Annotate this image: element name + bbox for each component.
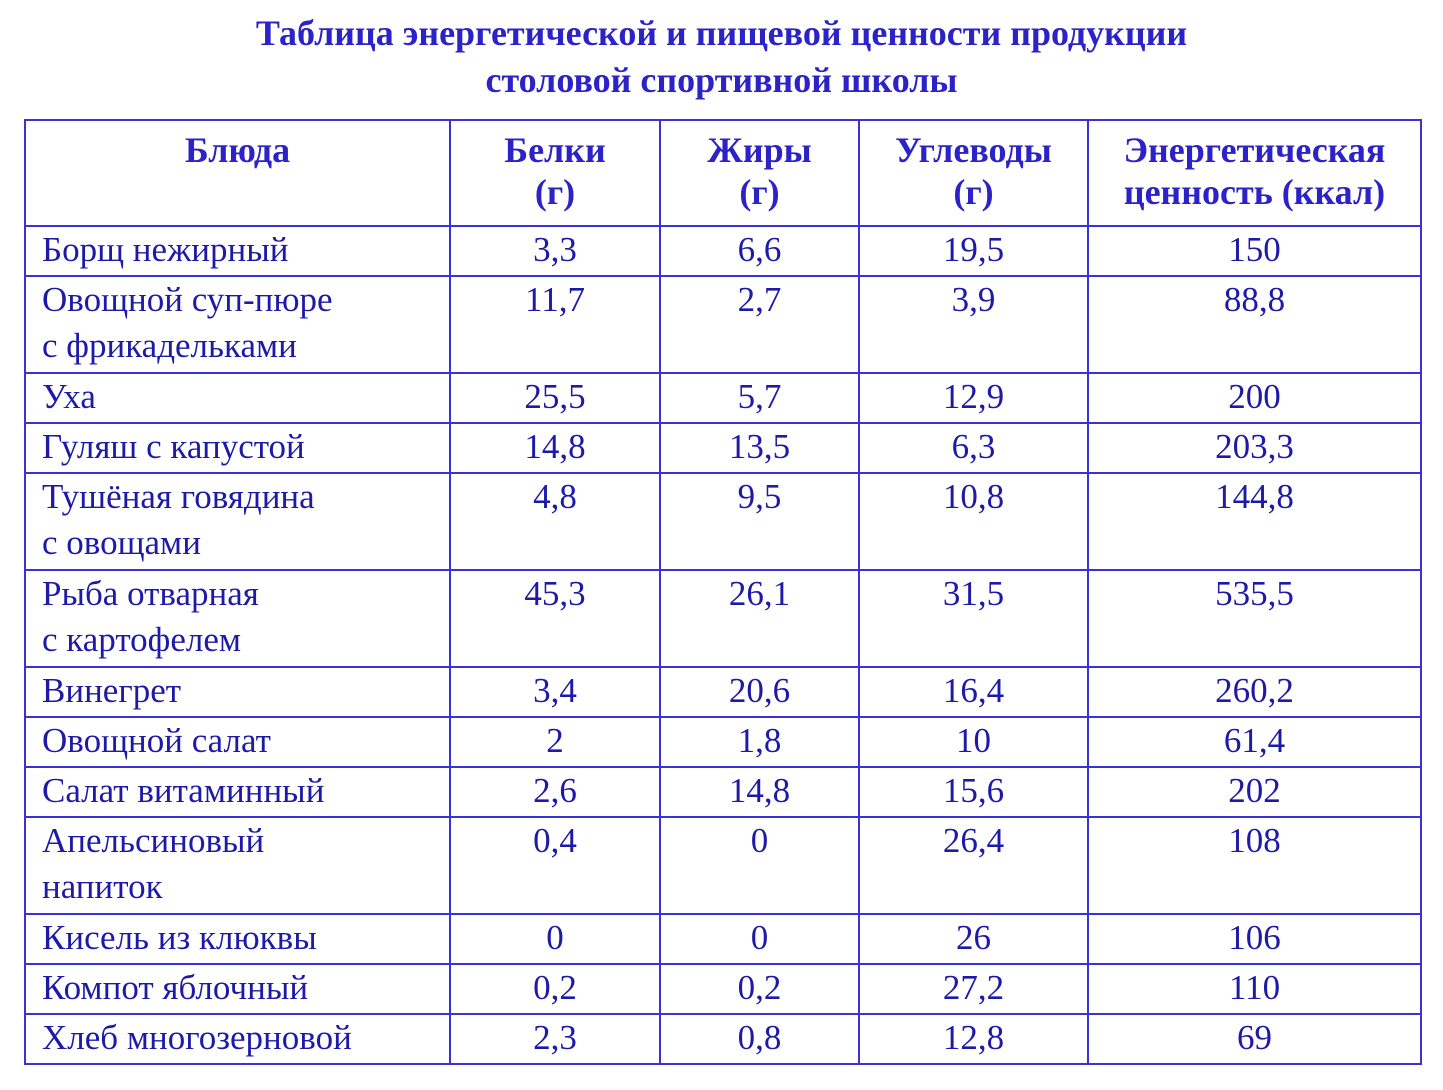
carbs-cell: 12,8 <box>859 1014 1088 1064</box>
protein-cell: 45,3 <box>450 570 660 667</box>
table-row <box>25 473 1421 570</box>
protein-cell: 25,5 <box>450 373 660 423</box>
header-fat: Жиры (г) <box>660 120 859 226</box>
fat-cell: 2,7 <box>660 276 859 373</box>
table-row <box>25 423 1421 473</box>
energy-cell: 106 <box>1088 914 1421 964</box>
carbs-cell: 3,9 <box>859 276 1088 373</box>
carbs-cell: 26 <box>859 914 1088 964</box>
dish-name-cell <box>25 964 450 1014</box>
table-row <box>25 717 1421 767</box>
header-protein: Белки (г) <box>450 120 660 226</box>
carbs-cell: 19,5 <box>859 226 1088 276</box>
carbs-cell: 6,3 <box>859 423 1088 473</box>
table-row <box>25 373 1421 423</box>
fat-cell: 1,8 <box>660 717 859 767</box>
energy-cell: 108 <box>1088 817 1421 914</box>
table-row <box>25 817 1421 914</box>
energy-cell: 150 <box>1088 226 1421 276</box>
energy-cell: 202 <box>1088 767 1421 817</box>
energy-cell: 88,8 <box>1088 276 1421 373</box>
dish-name-line: с овощами <box>42 523 201 562</box>
protein-cell: 2,3 <box>450 1014 660 1064</box>
table-row <box>25 914 1421 964</box>
table-row <box>25 767 1421 817</box>
dish-name-cell <box>25 1014 450 1064</box>
dish-name-cell <box>25 667 450 717</box>
header-row <box>25 120 1421 226</box>
table-body <box>25 226 1421 1064</box>
protein-cell: 11,7 <box>450 276 660 373</box>
energy-cell: 535,5 <box>1088 570 1421 667</box>
protein-cell: 0,2 <box>450 964 660 1014</box>
dish-name-cell <box>25 767 450 817</box>
dish-name-line: Уха <box>42 377 96 416</box>
title-line-2: столовой спортивной школы <box>485 60 958 100</box>
energy-cell: 144,8 <box>1088 473 1421 570</box>
header-carbs: Углеводы (г) <box>859 120 1088 226</box>
table-row <box>25 667 1421 717</box>
table-row <box>25 226 1421 276</box>
dish-name-line: Хлеб многозерновой <box>42 1018 352 1057</box>
dish-name-line: Апельсиновый <box>42 821 265 860</box>
table-row <box>25 964 1421 1014</box>
nutrition-table <box>24 119 1422 1065</box>
table-row <box>25 276 1421 373</box>
fat-cell: 9,5 <box>660 473 859 570</box>
fat-cell: 0 <box>660 914 859 964</box>
dish-name-line: Рыба отварная <box>42 574 259 613</box>
fat-cell: 20,6 <box>660 667 859 717</box>
fat-cell: 26,1 <box>660 570 859 667</box>
dish-name-cell <box>25 373 450 423</box>
energy-cell: 200 <box>1088 373 1421 423</box>
dish-name-cell <box>25 717 450 767</box>
dish-name-line: с фрикадельками <box>42 326 297 365</box>
carbs-cell: 15,6 <box>859 767 1088 817</box>
fat-cell: 6,6 <box>660 226 859 276</box>
protein-cell: 0 <box>450 914 660 964</box>
fat-cell: 14,8 <box>660 767 859 817</box>
dish-name-line: Кисель из клюквы <box>42 918 317 957</box>
dish-name-line: Компот яблочный <box>42 968 309 1007</box>
carbs-cell: 26,4 <box>859 817 1088 914</box>
table-row <box>25 570 1421 667</box>
fat-cell: 13,5 <box>660 423 859 473</box>
dish-name-line: Гуляш с капустой <box>42 427 305 466</box>
header-dish: Блюда <box>25 120 450 226</box>
energy-cell: 260,2 <box>1088 667 1421 717</box>
dish-name-cell <box>25 817 450 914</box>
dish-name-line: Тушёная говядина <box>42 477 315 516</box>
table-row <box>25 1014 1421 1064</box>
title-line-1: Таблица энергетической и пищевой ценности продукции <box>255 13 1188 53</box>
carbs-cell: 12,9 <box>859 373 1088 423</box>
dish-name-line: Овощной суп-пюре <box>42 280 333 319</box>
dish-name-line: напиток <box>42 867 163 906</box>
dish-name-line: Овощной салат <box>42 721 271 760</box>
dish-name-line: Винегрет <box>42 671 182 710</box>
dish-name-cell <box>25 226 450 276</box>
protein-cell: 14,8 <box>450 423 660 473</box>
dish-name-cell <box>25 914 450 964</box>
energy-cell: 110 <box>1088 964 1421 1014</box>
protein-cell: 2,6 <box>450 767 660 817</box>
energy-cell: 203,3 <box>1088 423 1421 473</box>
energy-cell: 61,4 <box>1088 717 1421 767</box>
carbs-cell: 10,8 <box>859 473 1088 570</box>
dish-name-cell <box>25 570 450 667</box>
page-title <box>0 10 1443 104</box>
protein-cell: 2 <box>450 717 660 767</box>
carbs-cell: 16,4 <box>859 667 1088 717</box>
carbs-cell: 10 <box>859 717 1088 767</box>
fat-cell: 0,2 <box>660 964 859 1014</box>
fat-cell: 5,7 <box>660 373 859 423</box>
fat-cell: 0,8 <box>660 1014 859 1064</box>
protein-cell: 4,8 <box>450 473 660 570</box>
dish-name-cell <box>25 423 450 473</box>
carbs-cell: 27,2 <box>859 964 1088 1014</box>
dish-name-line: с картофелем <box>42 620 242 659</box>
header-energy: Энергетическая ценность (ккал) <box>1088 120 1421 226</box>
protein-cell: 3,3 <box>450 226 660 276</box>
dish-name-cell <box>25 276 450 373</box>
energy-cell: 69 <box>1088 1014 1421 1064</box>
dish-name-line: Борщ нежирный <box>42 230 289 269</box>
dish-name-cell <box>25 473 450 570</box>
protein-cell: 0,4 <box>450 817 660 914</box>
carbs-cell: 31,5 <box>859 570 1088 667</box>
fat-cell: 0 <box>660 817 859 914</box>
dish-name-line: Салат витаминный <box>42 771 325 810</box>
protein-cell: 3,4 <box>450 667 660 717</box>
